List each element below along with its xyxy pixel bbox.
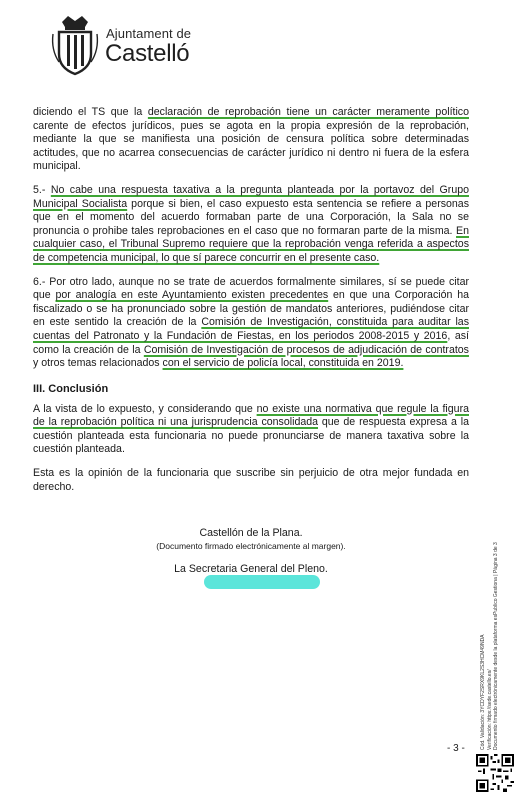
highlighted-text: Comisión de Investigación, constituida para auditar las cuentas del Patronato y la Fundación de Fiestas, en los periodos 2008-2015 y 2016 <box>33 316 469 342</box>
paragraph-conclusion <box>33 403 469 457</box>
text-run: que de respuesta expresa a la cuestión planteada esta funcionaria no puede pronunciarse de manera taxativa sobre la cuestión planteada. <box>33 416 470 456</box>
qr-code-icon[interactable] <box>476 754 514 792</box>
highlighted-text: En cualquier caso, el Tribunal Supremo requiere que la reprobación venga referida a aspectos de competencia municipal, lo que sí parece concurrir en el presente caso. <box>33 224 469 264</box>
header-logo <box>50 14 250 78</box>
validation-code: Cód. Validación: 3YCDYF2SRX9KL2S3HCM49NDA <box>480 634 486 750</box>
text-run: 6.- Por otro lado, aunque no se trate de acuerdos formalmente similares, sí se puede citar que <box>33 275 469 302</box>
city-seal-icon <box>50 14 100 76</box>
text-run: A la vista de lo expuesto, y considerando que <box>33 402 257 415</box>
highlighted-text: No cabe una respuesta taxativa a la pregunta planteada por la portavoz del Grupo Municipal Socialista <box>33 183 469 210</box>
signature-signed-note: (Documento firmado electrónicamente al margen). <box>156 541 346 551</box>
document-body <box>33 106 469 504</box>
signature-secretary: La Secretaria General del Pleno. <box>174 563 328 575</box>
text-run: 5.- <box>33 183 51 196</box>
signature-city: Castellón de la Plana. <box>199 527 303 539</box>
text-run: , así como la creación de la <box>33 329 469 356</box>
text-run: carente de efectos jurídicos, pues se agota en la propia expresión de la reprobación, mediante la que se manifiesta una posición de censura política sobre determinadas actitudes, que no acarrea consecuencias de carácter jurídico ni dentro ni fuera de la esfera municipal. <box>33 119 469 173</box>
verification-url: Verificación: https://sede.castello.es/ <box>486 669 493 750</box>
brand-line-bottom: Castelló <box>105 40 190 67</box>
paragraph-5 <box>33 184 469 266</box>
text-run: en que una Corporación ha fiscalizado o se ha pronunciado sobre la gestión de mandatos anteriores, pudiéndose citar en este sentido la creación de la <box>33 289 469 329</box>
signature-platform-note: Documento firmado electrónicamente desde la plataforma esPublico Gestiona | Página 3 de 3 <box>493 542 500 750</box>
text-run: diciendo el TS que la <box>33 106 148 118</box>
brand-line-top: Ajuntament de <box>106 26 192 41</box>
validation-metadata <box>480 480 500 750</box>
highlighted-text: con el servicio de policía local, constituida en 2019. <box>162 357 404 370</box>
page-number: - 3 - <box>447 743 465 754</box>
text-run: porque si bien, el caso expuesto esta sentencia se refiere a personas que en el momento del acuerdo formaban parte de una Corporación, la Sala no se pronuncia o prohibe tales reprobaciones en el caso que no formaran parte de la misma. <box>33 197 469 237</box>
paragraph-opinion: Esta es la opinión de la funcionaria que suscribe sin perjuicio de otra mejor fundada en derecho. <box>33 467 469 493</box>
section-heading-conclusion: III. Conclusión <box>33 382 109 395</box>
highlighted-text: Comisión de Investigación de procesos de adjudicación de contratos <box>143 343 469 356</box>
highlighted-text: por analogía en este Ayuntamiento existen precedentes <box>55 289 329 302</box>
redacted-name-mark <box>204 575 320 589</box>
highlighted-text: no existe una normativa que regule la figura de la reprobación política ni una jurisprudencia consolidada <box>33 402 469 429</box>
highlighted-text: declaración de reprobación tiene un carácter meramente político <box>147 106 469 118</box>
paragraph-6 <box>33 276 469 371</box>
text-run: y otros temas relacionados <box>33 357 163 370</box>
paragraph-ts-quote <box>33 106 469 174</box>
